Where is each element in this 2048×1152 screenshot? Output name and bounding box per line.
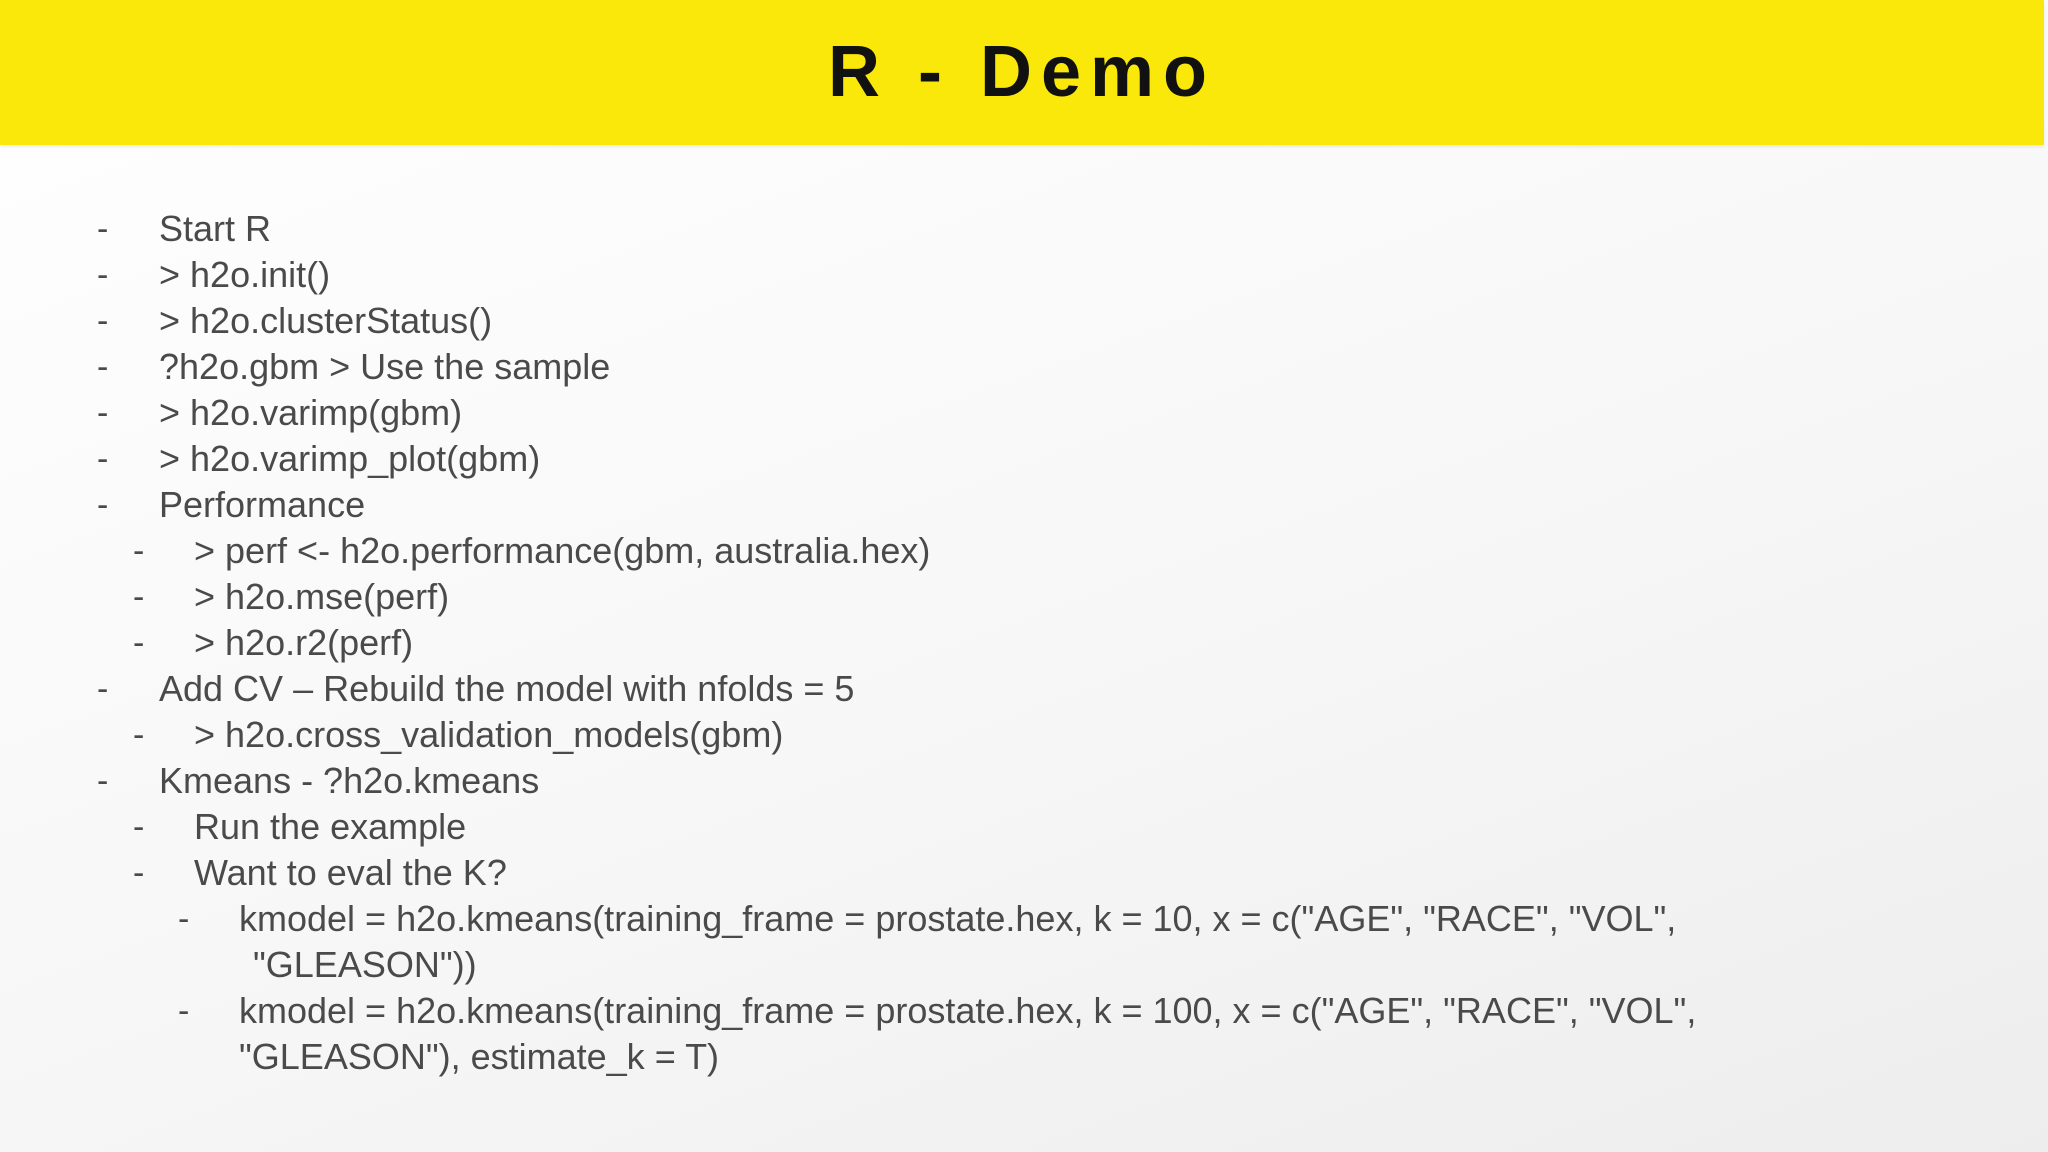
bullet-text: Add CV – Rebuild the model with nfolds = 5 <box>159 668 855 709</box>
bullet-dash: - <box>97 302 109 340</box>
bullet-dash: - <box>97 670 109 708</box>
bullet-dash: - <box>178 900 190 938</box>
bullet-list <box>0 206 2048 1080</box>
code-line: kmodel = h2o.kmeans(training_frame = prostate.hex, k = 100, x = c("AGE", "RACE", "VOL", <box>239 990 1697 1031</box>
bullet-dash: - <box>133 624 145 662</box>
bullet-text: Run the example <box>194 806 467 847</box>
slide-title: R - Demo <box>827 32 1217 112</box>
bullet-dash: - <box>97 348 109 386</box>
code-line-continuation: "GLEASON")) <box>253 944 477 985</box>
sub-bullet-run-example <box>0 804 2048 850</box>
sub-bullet-perf <box>0 528 2048 574</box>
bullet-dash: - <box>97 762 109 800</box>
bullet-h2o-gbm <box>0 344 2048 390</box>
bullet-dash: - <box>178 992 190 1030</box>
bullet-text: > h2o.varimp(gbm) <box>159 392 463 433</box>
bullet-kmeans <box>0 758 2048 804</box>
bullet-text: > h2o.mse(perf) <box>194 576 450 617</box>
bullet-text: > h2o.varimp_plot(gbm) <box>159 438 541 479</box>
sub-bullet-r2 <box>0 620 2048 666</box>
bullet-varimp-plot <box>0 436 2048 482</box>
bullet-dash: - <box>97 440 109 478</box>
bullet-dash: - <box>97 210 109 248</box>
bullet-text: Kmeans - ?h2o.kmeans <box>159 760 540 801</box>
bullet-text: Start R <box>159 208 272 249</box>
bullet-h2o-init <box>0 252 2048 298</box>
bullet-add-cv <box>0 666 2048 712</box>
code-line: kmodel = h2o.kmeans(training_frame = prostate.hex, k = 10, x = c("AGE", "RACE", "VOL", <box>239 898 1677 939</box>
bullet-text: ?h2o.gbm > Use the sample <box>159 346 611 387</box>
bullet-text: > h2o.init() <box>159 254 331 295</box>
bullet-performance <box>0 482 2048 528</box>
bullet-dash: - <box>133 578 145 616</box>
bullet-dash: - <box>97 256 109 294</box>
bullet-dash: - <box>133 716 145 754</box>
bullet-cluster-status <box>0 298 2048 344</box>
bullet-dash: - <box>133 532 145 570</box>
sub-bullet-cv-models <box>0 712 2048 758</box>
bullet-text: Want to eval the K? <box>194 852 507 893</box>
bullet-text: > h2o.clusterStatus() <box>159 300 493 341</box>
bullet-dash: - <box>97 486 109 524</box>
bullet-varimp <box>0 390 2048 436</box>
bullet-start-r <box>0 206 2048 252</box>
bullet-text: > h2o.r2(perf) <box>194 622 414 663</box>
code-bullet-kmodel-k100 <box>0 988 2048 1080</box>
bullet-text: Performance <box>159 484 366 525</box>
bullet-dash: - <box>133 854 145 892</box>
bullet-text: > h2o.cross_validation_models(gbm) <box>194 714 784 755</box>
sub-bullet-mse <box>0 574 2048 620</box>
bullet-text: > perf <- h2o.performance(gbm, australia.hex) <box>194 530 931 571</box>
bullet-dash: - <box>97 394 109 432</box>
code-bullet-kmodel-k10 <box>0 896 2048 988</box>
sub-bullet-eval-k <box>0 850 2048 896</box>
bullet-dash: - <box>133 808 145 846</box>
code-line-continuation: "GLEASON"), estimate_k = T) <box>239 1036 720 1077</box>
